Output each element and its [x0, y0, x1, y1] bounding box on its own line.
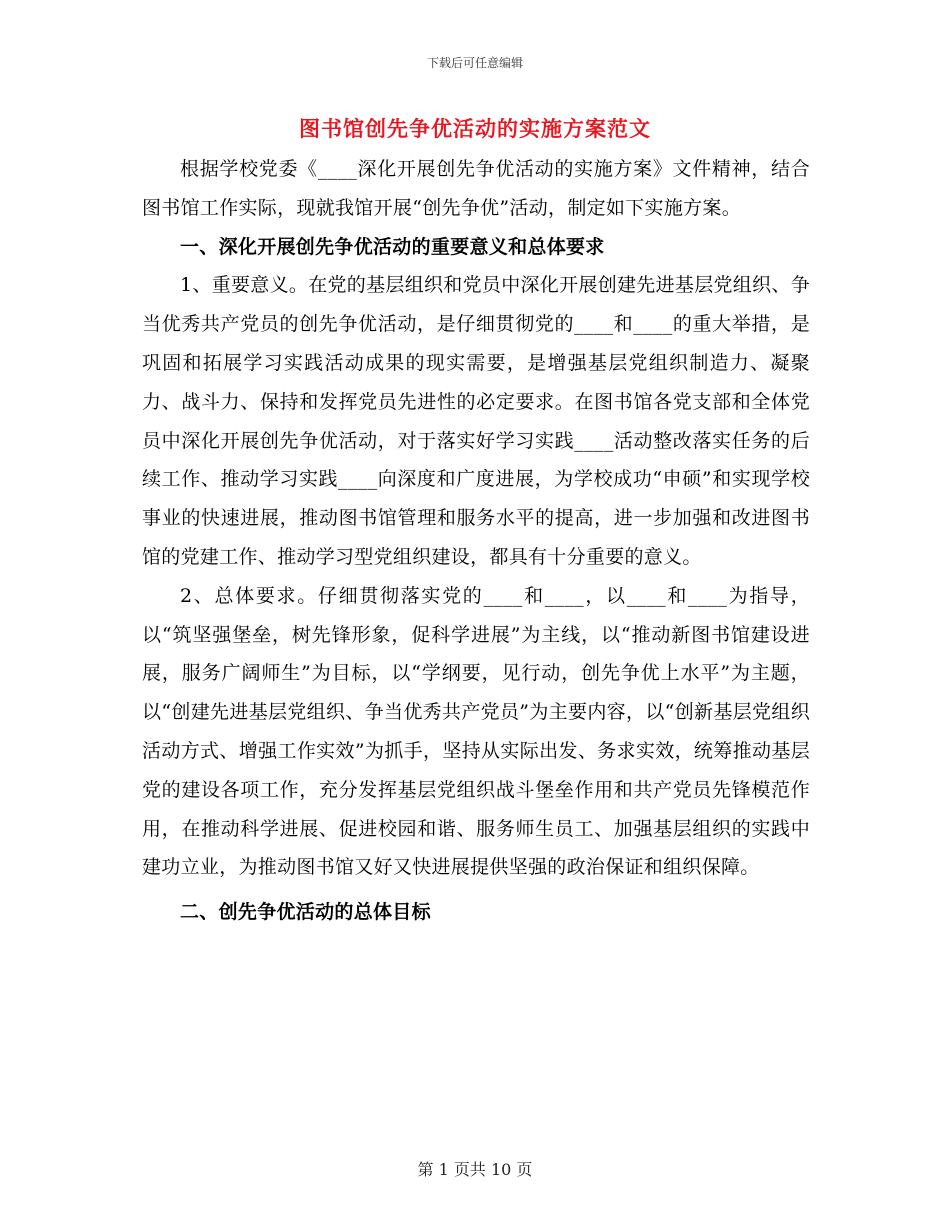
- section-heading-2: 二、创先争优活动的总体目标: [180, 901, 431, 924]
- requirements-paragraph: 2、总体要求。仔细贯彻落实党的____和____，以____和____为指导，以“筑坚强堡垒，树先锋形象，促科学进展”为主线，以“推动新图书馆建设进展，服务广阔师生”为目标，以“学纲要，见行动，创先争优上水平”为主题，以“创建先进基层党组织、争当优秀共产党员”为主要内容，以“创新基层党组织活动方式、增强工作实效”为抓手，坚持从实际出发、务求实效，统筹推动基层党的建设各项工作，充分发挥基层党组织战斗堡垒作用和共产党员先锋模范作用，在推动科学进展、促进校园和谐、服务师生员工、加强基层组织的实践中建功立业，为推动图书馆又好又快进展提供坚强的政治保证和组织保障。: [142, 584, 810, 879]
- page-footer-number: 第 1 页共 10 页: [417, 1160, 533, 1179]
- importance-paragraph: 1、重要意义。在党的基层组织和党员中深化开展创建先进基层党组织、争当优秀共产党员的创先争优活动，是仔细贯彻党的____和____的重大举措，是巩固和拓展学习实践活动成果的现实需要，是增强基层党组织制造力、凝聚力、战斗力、保持和发挥党员先进性的必定要求。在图书馆各党支部和全体党员中深化开展创先争优活动，对于落实好学习实践____活动整改落实任务的后续工作、推动学习实践____向深度和广度进展，为学校成功“申硕”和实现学校事业的快速进展，推动图书馆管理和服务水平的提高，进一步加强和改进图书馆的党建工作、推动学习型党组织建设，都具有十分重要的意义。: [142, 274, 810, 568]
- intro-paragraph: 根据学校党委《____深化开展创先争优活动的实施方案》文件精神，结合图书馆工作实际，现就我馆开展“创先争优”活动，制定如下实施方案。: [142, 158, 810, 219]
- page-header-note: 下载后可任意编辑: [426, 56, 523, 70]
- section-heading-1: 一、深化开展创先争优活动的重要意义和总体要求: [180, 235, 605, 258]
- document-body: [142, 150, 810, 932]
- document-title: 图书馆创先争优活动的实施方案范文: [299, 116, 651, 141]
